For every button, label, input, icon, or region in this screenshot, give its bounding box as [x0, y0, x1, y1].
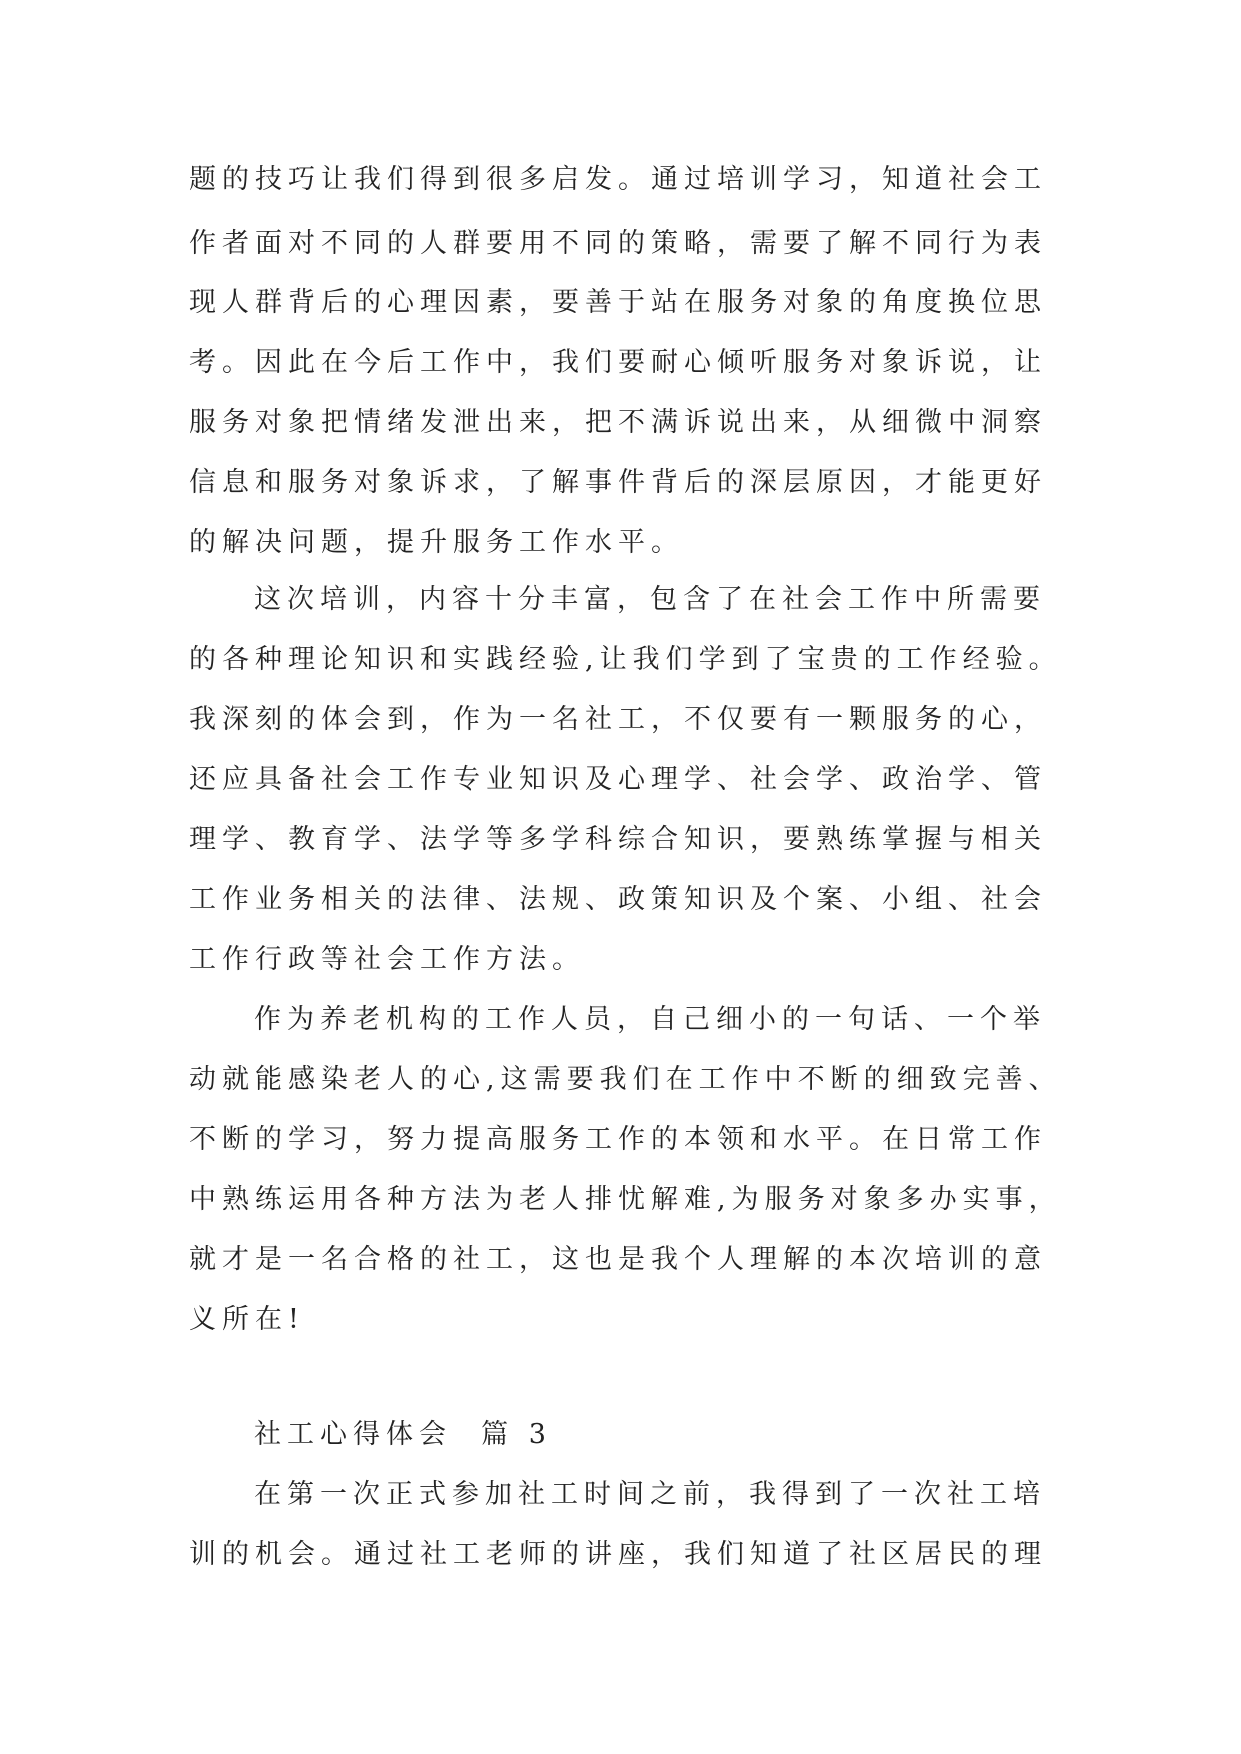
- paragraph-line: 中熟练运用各种方法为老人排忧解难,为服务对象多办实事，: [189, 1184, 1062, 1215]
- paragraph-line: 题的技巧让我们得到很多启发。通过培训学习，知道社会工: [189, 164, 1047, 195]
- paragraph-line: 不断的学习，努力提高服务工作的本领和水平。在日常工作: [189, 1124, 1047, 1155]
- paragraph-line: 考。因此在今后工作中，我们要耐心倾听服务对象诉说，让: [189, 347, 1047, 378]
- paragraph-line: 我深刻的体会到，作为一名社工，不仅要有一颗服务的心，: [189, 704, 1047, 735]
- paragraph-line: 的各种理论知识和实践经验,让我们学到了宝贵的工作经验。: [189, 644, 1062, 675]
- paragraph-line: 现人群背后的心理因素，要善于站在服务对象的角度换位思: [189, 287, 1047, 318]
- paragraph-line: 服务对象把情绪发泄出来，把不满诉说出来，从细微中洞察: [189, 407, 1047, 438]
- paragraph-line: 还应具备社会工作专业知识及心理学、社会学、政治学、管: [189, 764, 1047, 795]
- paragraph-line: 就才是一名合格的社工，这也是我个人理解的本次培训的意: [189, 1244, 1047, 1275]
- paragraph-line: 工作行政等社会工作方法。: [189, 944, 585, 975]
- paragraph-line: 义所在!: [189, 1304, 305, 1335]
- section-heading: 社工心得体会 篇 3: [254, 1419, 552, 1450]
- paragraph-line: 信息和服务对象诉求，了解事件背后的深层原因，才能更好: [189, 467, 1047, 498]
- paragraph-line: 动就能感染老人的心,这需要我们在工作中不断的细致完善、: [189, 1064, 1062, 1095]
- paragraph-line: 在第一次正式参加社工时间之前，我得到了一次社工培: [254, 1479, 1046, 1510]
- paragraph-line: 训的机会。通过社工老师的讲座，我们知道了社区居民的理: [189, 1539, 1047, 1570]
- paragraph-line: 作者面对不同的人群要用不同的策略，需要了解不同行为表: [189, 228, 1047, 259]
- paragraph-line: 的解决问题，提升服务工作水平。: [189, 527, 684, 558]
- paragraph-line: 工作业务相关的法律、法规、政策知识及个案、小组、社会: [189, 884, 1047, 915]
- paragraph-line: 作为养老机构的工作人员，自己细小的一句话、一个举: [254, 1004, 1046, 1035]
- paragraph-line: 理学、教育学、法学等多学科综合知识，要熟练掌握与相关: [189, 824, 1047, 855]
- paragraph-line: 这次培训，内容十分丰富，包含了在社会工作中所需要: [254, 584, 1046, 615]
